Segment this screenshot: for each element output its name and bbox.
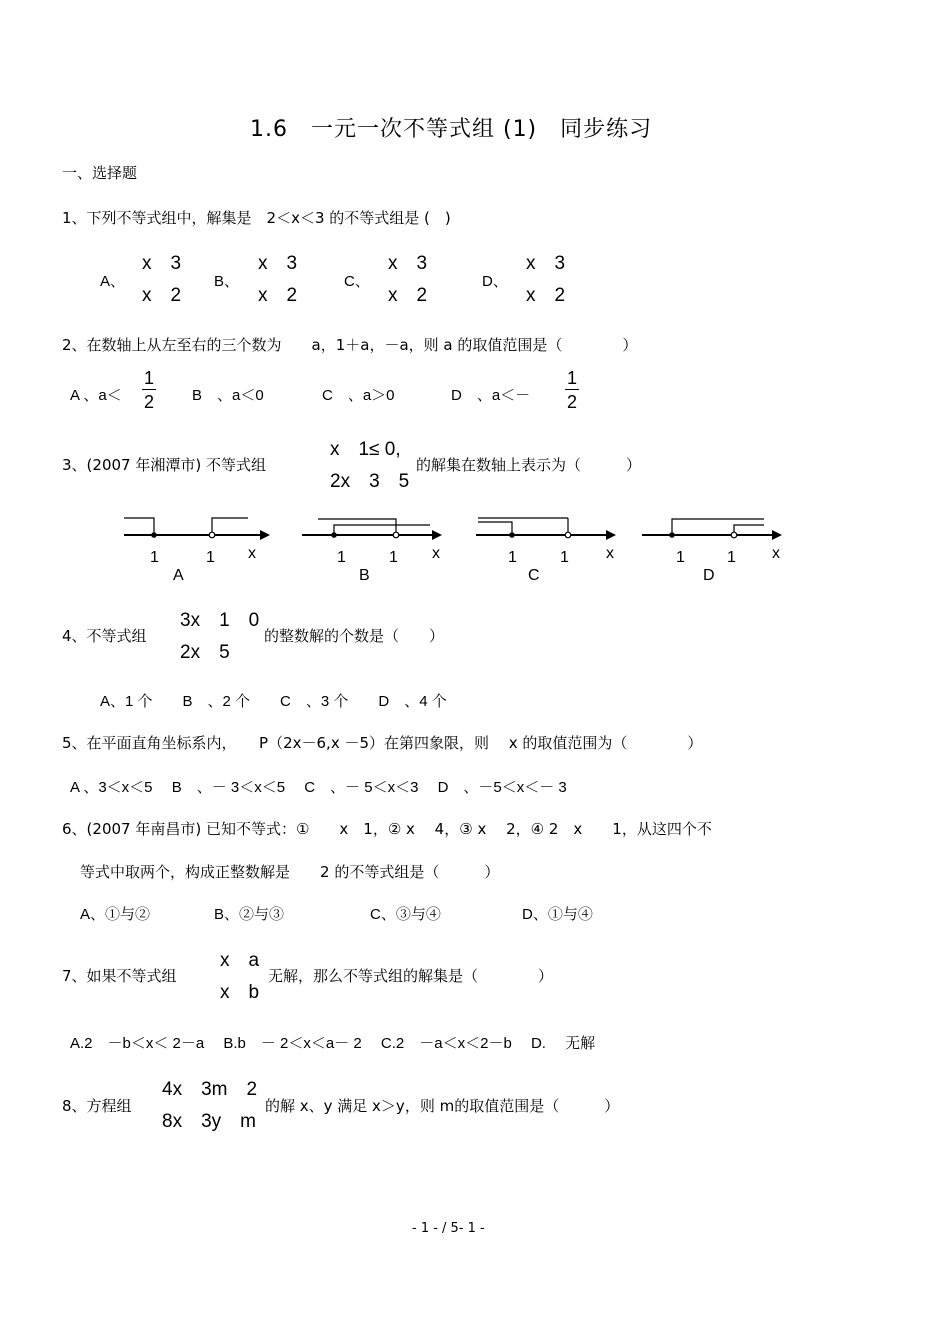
- question-6-stem-line1: 6、(2007 年南昌市) 已知不等式：① x 1，② x 4，③ x 2，④ 2 x 1，从这四个不: [62, 820, 712, 838]
- page-title: 1.6 一元一次不等式组 (1) 同步练习: [250, 117, 653, 142]
- q3-d-axis-var: x: [772, 545, 780, 562]
- question-4-stem-tail: 的整数解的个数是（ ）: [264, 627, 445, 645]
- question-4-stem: 4、不等式组: [62, 627, 147, 645]
- q1-option-c-system: x 3 x 2: [388, 253, 428, 306]
- q4-options: A、1 个 B 、2 个 C 、3 个 D 、4 个: [100, 693, 447, 710]
- q3-number-line-d: [642, 519, 782, 584]
- q5-options: A 、3＜x＜5 B 、－ 3＜x＜5 C 、－ 5＜x＜3 D 、－5＜x＜－ 3: [70, 779, 567, 796]
- q7-options: A.2 －b＜x＜ 2－a B.b － 2＜x＜a－ 2 C.2 －a＜x＜2－b D. 无解: [70, 1035, 596, 1052]
- q2-option-b: B 、a＜0: [192, 387, 264, 404]
- q1-option-b-system: x 3 x 2: [258, 253, 298, 306]
- q6-option-d: D、①与④: [522, 906, 593, 923]
- page-footer: - 1 - / 5- 1 -: [412, 1221, 485, 1236]
- question-6-stem-line2: 等式中取两个，构成正整数解是 2 的不等式组是（ ）: [80, 863, 500, 881]
- question-5-stem: 5、在平面直角坐标系内， P（2x－6,x －5）在第四象限，则 x 的取值范围为（ ）: [62, 734, 703, 752]
- q3-c-label: C: [528, 567, 540, 584]
- q3-a-tick-right: 1: [206, 549, 215, 566]
- q2-option-a: A 、a＜: [70, 387, 122, 404]
- question-8-stem-tail: 的解 x、y 满足 x＞y，则 m的取值范围是（ ）: [265, 1097, 620, 1115]
- q8-system: 4x 3m 2 8x 3y m: [162, 1079, 258, 1132]
- question-1-stem: 1、下列不等式组中，解集是 2＜x＜3 的不等式组是 ( ): [62, 209, 451, 227]
- q7-system: x a x b: [220, 950, 260, 1003]
- q3-c-tick-left: 1: [508, 549, 517, 566]
- q3-d-tick-right: 1: [727, 549, 736, 566]
- q3-a-label: A: [173, 567, 184, 584]
- q1-option-a-system: x 3 x 2: [142, 253, 182, 306]
- q3-b-label: B: [359, 567, 370, 584]
- question-8-stem: 8、方程组: [62, 1097, 132, 1115]
- q1-option-a-label: A、: [100, 273, 126, 290]
- q6-option-b: B、②与③: [214, 906, 285, 923]
- q6-option-c: C、③与④: [370, 906, 441, 923]
- question-3-stem: 3、(2007 年湘潭市) 不等式组: [62, 456, 266, 474]
- q1-option-b-label: B、: [214, 273, 240, 290]
- q3-system: x 1≤ 0, 2x 3 5: [330, 439, 410, 492]
- q3-b-tick-left: 1: [337, 549, 346, 566]
- q2-option-a-fraction: 1 2: [143, 368, 154, 412]
- q3-b-axis-var: x: [432, 545, 440, 562]
- q3-number-line-b: [302, 519, 442, 584]
- q3-number-line-a: [124, 518, 270, 584]
- q3-d-tick-left: 1: [676, 549, 685, 566]
- q1-option-c-label: C、: [344, 273, 370, 290]
- question-3-stem-tail: 的解集在数轴上表示为（ ）: [416, 456, 642, 474]
- q4-system: 3x 1 0 2x 5: [180, 610, 260, 663]
- question-2-stem: 2、在数轴上从左至右的三个数为 a，1＋a，－a，则 a 的取值范围是（ ）: [62, 336, 638, 354]
- q2-option-c: C 、a＞0: [322, 387, 395, 404]
- q3-c-axis-var: x: [606, 545, 614, 562]
- q3-b-tick-right: 1: [389, 549, 398, 566]
- q1-option-d-label: D、: [482, 273, 508, 290]
- section-heading: 一、选择题: [62, 164, 138, 182]
- q3-a-tick-left: 1: [150, 549, 159, 566]
- q2-option-d-fraction: 1 2: [566, 368, 577, 412]
- q2-option-d: D 、a＜－: [451, 387, 531, 404]
- q3-a-axis-var: x: [248, 545, 256, 562]
- q3-c-tick-right: 1: [560, 549, 569, 566]
- q3-d-label: D: [703, 567, 715, 584]
- q1-option-d-system: x 3 x 2: [526, 253, 566, 306]
- q6-option-a: A、①与②: [80, 906, 151, 923]
- q3-number-line-options: [0, 505, 950, 590]
- question-7-stem: 7、如果不等式组: [62, 967, 177, 985]
- q3-number-line-c: [476, 518, 616, 584]
- question-7-stem-tail: 无解，那么不等式组的解集是（ ）: [268, 967, 554, 985]
